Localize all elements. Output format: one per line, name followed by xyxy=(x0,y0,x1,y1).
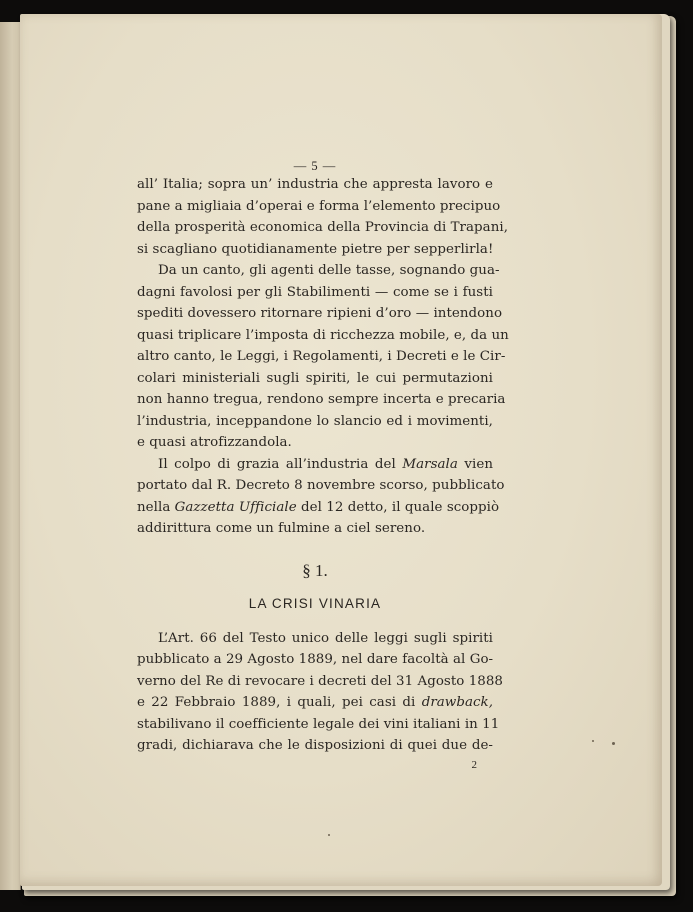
text-line: e quasi atrofizzandola. xyxy=(137,435,292,450)
italic-run: Marsala xyxy=(402,456,458,472)
text-line: stabilivano il coefficiente legale dei vini italiani in 11 xyxy=(137,716,500,732)
text-line xyxy=(137,454,493,476)
text-run: nella xyxy=(137,499,175,515)
text-line: verno del Re di revocare i decreti del 31 Agosto 1888 xyxy=(137,673,503,689)
text-line: gradi, dichiarava che le disposizioni di quei due de- xyxy=(137,738,493,753)
text-line: dagni favolosi per gli Stabilimenti — come se i fusti xyxy=(137,284,493,300)
text-line: pubblicato a 29 Agosto 1889, nel dare facoltà al Go- xyxy=(137,652,494,667)
italic-run: drawback, xyxy=(421,695,493,710)
paper-speck xyxy=(592,740,594,742)
book-page xyxy=(20,14,662,886)
text-line: colari ministeriali sugli spiriti, le cui permutazioni xyxy=(137,370,493,386)
paragraph-4 xyxy=(137,628,503,757)
paper-speck xyxy=(328,834,330,836)
section-mark: § 1. xyxy=(302,560,328,580)
left-page-edge xyxy=(0,22,21,890)
page-number: — 5 — xyxy=(293,159,337,173)
text-line: pane a migliaia d’operai e forma l’elemento precipuo xyxy=(137,198,501,214)
text-line: altro canto, le Leggi, i Regolamenti, i Decreti e le Cir- xyxy=(137,349,506,364)
text-line: non hanno tregua, rendono sempre incerta e precaria xyxy=(137,392,506,407)
text-line: spediti dovessero ritornare ripieni d’oro — intendono xyxy=(137,306,503,321)
italic-run: Gazzetta Ufficiale xyxy=(174,499,297,515)
text-line xyxy=(137,497,500,519)
page-text xyxy=(137,159,509,773)
section-title: LA CRISI VINARIA xyxy=(248,595,382,611)
text-line xyxy=(137,692,493,714)
paper-speck xyxy=(612,742,615,745)
text-run: del 12 detto, il quale scoppiò xyxy=(296,499,500,515)
text-line: L’Art. 66 del Testo unico delle leggi sugli spiriti xyxy=(158,630,493,646)
paragraph-3 xyxy=(137,454,505,540)
text-run: vien xyxy=(457,456,493,472)
text-line: si scagliano quotidianamente pietre per sepperlirla! xyxy=(137,241,494,257)
text-run: Il colpo di grazia all’industria del xyxy=(158,456,403,472)
paragraph-1 xyxy=(137,174,509,260)
text-line: portato dal R. Decreto 8 novembre scorso, pubblicato xyxy=(137,478,505,493)
text-line: Da un canto, gli agenti delle tasse, sognando gua- xyxy=(158,263,500,278)
text-line: l’industria, inceppandone lo slancio ed i movimenti, xyxy=(137,413,493,429)
paragraph-2 xyxy=(137,260,509,454)
text-run: e 22 Febbraio 1889, i quali, pei casi di xyxy=(137,695,422,710)
text-line: quasi triplicare l’imposta di ricchezza mobile, e, da un xyxy=(137,327,509,343)
text-line: addirittura come un fulmine a ciel sereno. xyxy=(137,521,426,536)
text-line: all’ Italia; sopra un’ industria che appresta lavoro e xyxy=(137,177,493,192)
signature-mark: 2 xyxy=(471,758,477,771)
text-line: della prosperità economica della Provincia di Trapani, xyxy=(137,220,509,235)
